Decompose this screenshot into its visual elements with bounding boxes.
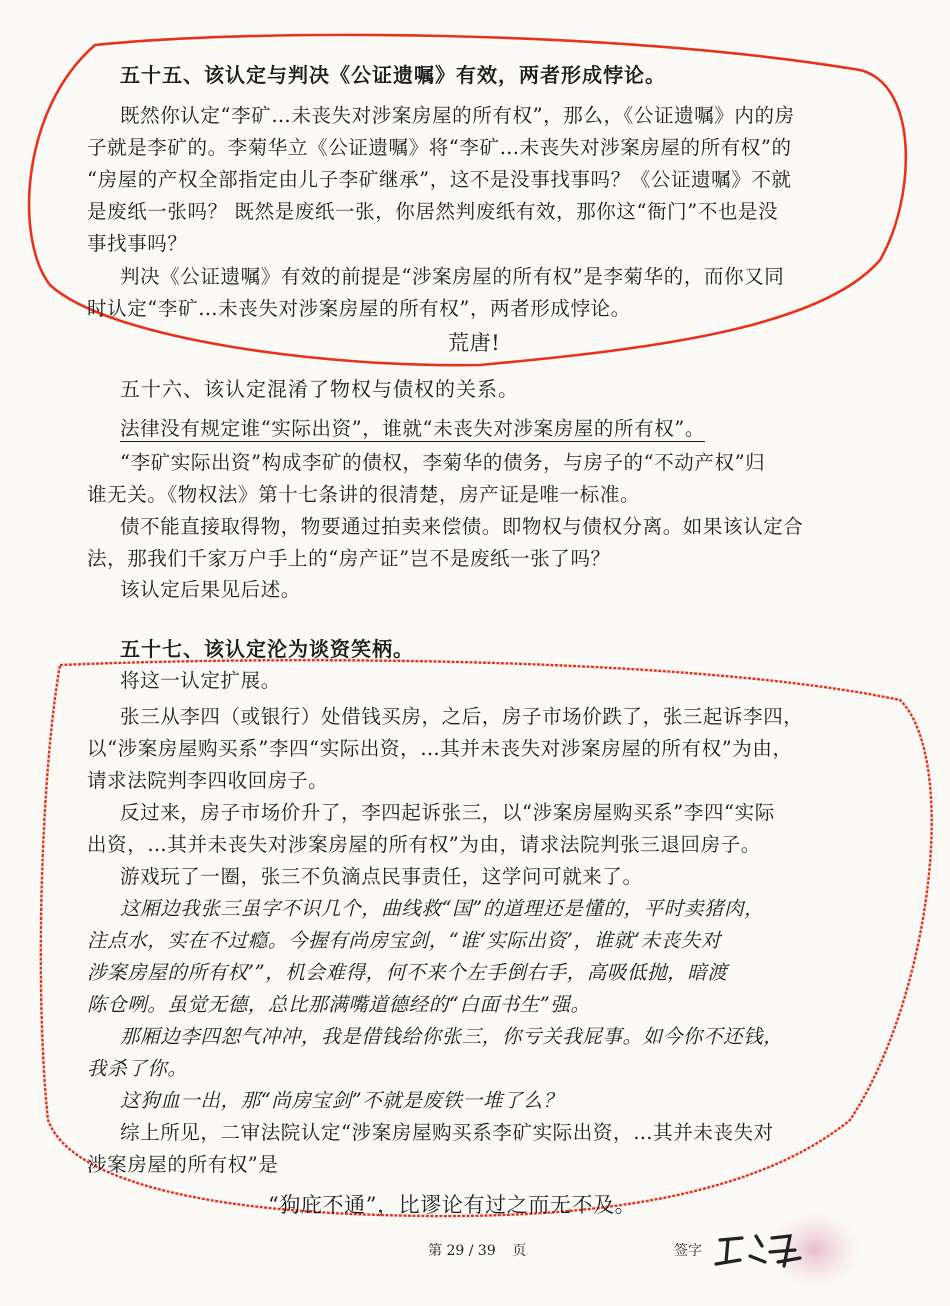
paragraph-line: 既然你认定“李矿…未丧失对涉案房屋的所有权”，那么，《公证遗嘱》内的房: [120, 104, 795, 127]
italic-paragraph-line: 陈仓咧。虽觉无德，总比那满嘴道德经的“白面书生”强。: [87, 993, 591, 1016]
paragraph-line: 涉案房屋的所有权”是: [87, 1153, 279, 1176]
paragraph-line: 请求法院判李四收回房子。: [87, 769, 329, 792]
paragraph-line: 将这一认定扩展。: [120, 669, 281, 692]
page-current: 29: [446, 1243, 465, 1259]
section-55-conclusion: 荒唐!: [448, 331, 501, 355]
page-label-suffix: 页: [512, 1243, 527, 1259]
italic-paragraph-line: 涉案房屋的所有权’”，机会难得，何不来个左手倒右手，高吸低抛，暗渡: [87, 961, 728, 984]
paragraph-line: 张三从李四（或银行）处借钱买房，之后，房子市场价跌了，张三起诉李四，: [120, 705, 804, 728]
paragraph-line: “房屋的产权全部指定由儿子李矿继承”，这不是没事找事吗？《公证遗嘱》不就: [87, 168, 792, 191]
underlined-statement: 法律没有规定谁“实际出资”，谁就“未丧失对涉案房屋的所有权”。: [120, 417, 705, 440]
italic-paragraph-line: 那厢边李四恕气冲冲，我是借钱给你张三，你亏关我屁事。如今你不还钱，: [120, 1025, 784, 1048]
section-57-heading: 五十七、该认定沦为谈资笑柄。: [120, 637, 414, 661]
paragraph-line: 该认定后果见后述。: [120, 578, 301, 601]
section-55-heading: 五十五、该认定与判决《公证遗嘱》有效，两者形成悖论。: [120, 63, 666, 87]
italic-paragraph-line: 注点水，实在不过瘾。今握有尚房宝剑，“谁‘实际出资’，谁就‘未丧失对: [87, 929, 721, 952]
paragraph-line: 法，那我们千家万户手上的“房产证”岂不是废纸一张了吗？: [87, 547, 611, 570]
italic-paragraph-line: 这狗血一出，那“尚房宝剑”不就是废铁一堆了么？: [120, 1089, 564, 1112]
paragraph-line: 事找事吗？: [87, 232, 188, 255]
paragraph-line: 综上所见，二审法院认定“涉案房屋购买系李矿实际出资，…其并未丧失对: [120, 1121, 774, 1144]
signature-label: 签字: [674, 1243, 702, 1259]
paragraph-line: 出资，…其并未丧失对涉案房屋的所有权”为由，请求法院判张三退回房子。: [87, 833, 761, 856]
italic-paragraph-line: 这厢边我张三虽字不识几个，曲线救“国”的道理还是懂的，平时卖猪肉，: [120, 897, 765, 920]
paragraph-line: 时认定“李矿…未丧失对涉案房屋的所有权”，两者形成悖论。: [87, 297, 631, 320]
page-total: 39: [477, 1243, 496, 1259]
paragraph-line: 游戏玩了一圈，张三不负滴点民事责任，这学问可就来了。: [120, 865, 643, 888]
page-label-prefix: 第: [428, 1243, 442, 1259]
section-57-conclusion: “狗庇不通”，比谬论有过之而无不及。: [268, 1193, 637, 1217]
paragraph-line: 以“涉案房屋购买系”李四“实际出资，…其并未丧失对涉案房屋的所有权”为由，: [87, 737, 793, 760]
paragraph-line: 反过来，房子市场价升了，李四起诉张三，以“涉案房屋购买系”李四“实际: [120, 801, 775, 824]
paragraph-line: 是废纸一张吗？ 既然是废纸一张，你居然判废纸有效，那你这“衙门”不也是没: [87, 200, 779, 223]
page-number: [428, 1242, 526, 1260]
paragraph-line: 判决《公证遗嘱》有效的前提是“涉案房屋的所有权”是李菊华的，而你又同: [120, 265, 785, 288]
paragraph-line: 债不能直接取得物，物要通过拍卖来偿债。即物权与债权分离。如果该认定合: [120, 515, 804, 538]
section-56-heading: 五十六、该认定混淆了物权与债权的关系。: [120, 377, 519, 401]
italic-paragraph-line: 我杀了你。: [87, 1057, 188, 1080]
page-separator: /: [468, 1243, 474, 1259]
paragraph-line: 谁无关。《物权法》第十七条讲的很清楚，房产证是唯一标准。: [87, 483, 641, 506]
paragraph-line: “李矿实际出资”构成李矿的债权，李菊华的债务，与房子的“不动产权”归: [120, 451, 766, 474]
paragraph-line: 子就是李矿的。李菊华立《公证遗嘱》将“李矿…未丧失对涉案房屋的所有权”的: [87, 136, 792, 159]
